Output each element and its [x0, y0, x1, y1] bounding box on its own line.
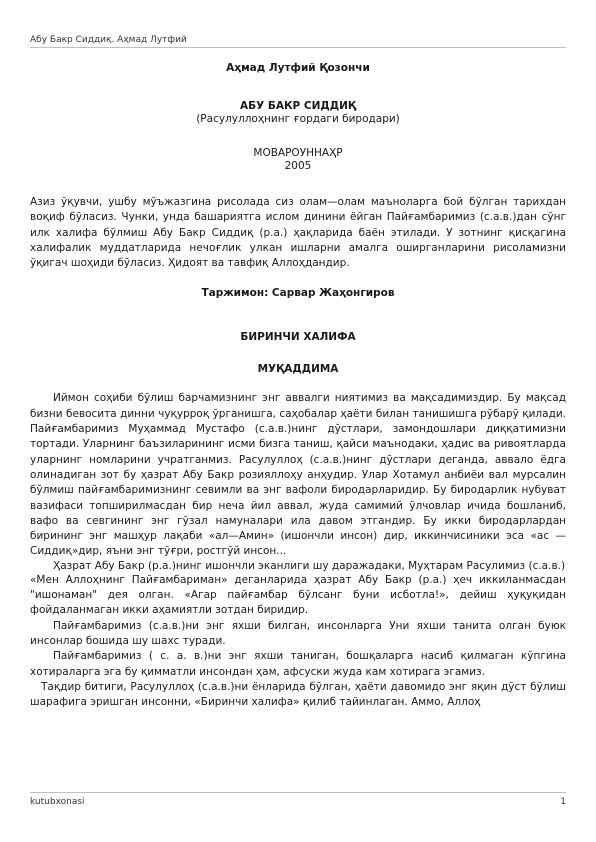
page-body	[30, 62, 566, 710]
book-title: АБУ БАКР СИДДИҚ	[239, 100, 357, 112]
body-paragraph: Ҳазрат Абу Бакр (р.а.)нинг ишончли эканлиги шу даражадаки, Муҳтарам Расулимиз (с.а.в.)	[53, 559, 566, 572]
intro-paragraph: Азиз ўқувчи, ушбу мўъжазгина рисолада сиз олам—олам маъноларга бой бўлган тарихдан воқиф бўласиз. Чунки, унда башариятга ислом динини ёйган Пайғамбаримиз (с.а.в.)дан сўнг илк халифа бўлмиш Абу Бакр Сиддиқ (р.а.) ҳақларида баён этилади. У зотнинг қисқагина халифалик муддатларида нечоғлик улкан ишларни амалга оширганларини рисоламизни ўқигач шоҳиди бўласиз. Ҳидоят ва тавфиқ Аллоҳдандир.	[30, 196, 566, 270]
page-number: 1	[560, 797, 566, 807]
publication-place: МОВАРОУННАҲР	[253, 147, 343, 159]
body-paragraph: Пайғамбаримиз (с.а.в.)ни энг яхши билган, инсонларга Уни яхши танита олган буюк инсонлар бошида шу шахс туради.	[30, 619, 566, 647]
publication-year: 2005	[284, 160, 312, 172]
author-name: Аҳмад Лутфий Қозончи	[226, 62, 370, 74]
section-title: МУҚАДДИМА	[257, 363, 339, 376]
footer-source: kutubxonasi	[30, 797, 85, 807]
translator-credit: Таржимон: Сарвар Жаҳонгиров	[201, 287, 395, 300]
page-footer	[30, 792, 566, 807]
body-paragraph: «Мен Аллоҳнинг Пайғамбариман» деганларида ҳазрат Абу Бакр (р.а.) ҳеч иккиланмасдан "ишонаман" дея олган. «Агар пайғамбар бўлсанг буни исботла!», дейиш ҳуқуқидан фойдаланмаган икки аҳамиятли зотдан биридир.	[30, 573, 566, 617]
body-paragraph: Иймон соҳиби бўлиш барчамизнинг энг аввалги ниятимиз ва мақсадимиздир. Бу мақсад бизни бевосита динни чуқурроқ ўрганишга, саҳобалар ҳаёти билан танишишга рўбарў қилади. Пайғамбаримиз Муҳаммад Мустафо (с.а.в.)нинг дўстлари, замондошлари диққатимизни тортади. Уларнинг баъзиларининг исми бизга таниш, қайси маънодаки, ҳадис ва ривоятларда уларнинг номларини учратганмиз. Расулуллоҳ (с.а.в.)нинг дўстлари деганда, аввало ёдга олинадиган зот бу ҳазрат Абу Бакр розияллоҳу анҳудир. Улар Хотамул анбиёи вал мурсалин бўлмиш пайғамбаримизнинг севимли ва энг вафоли биродарларидир. Бу биродарлик нубуват вазифаси топширилмасдан бир неча йил аввал, жуда самимий ўлчовлар ичида бошланиб, вафо ва севгининг энг гўзал намуналари ила давом этгандир. Бу икки биродарлардан бирининг энг машҳур лақаби «ал—Амин» (ишончли инсон) дир, иккинчисиники эса «ас —Сиддиқ»дир, яъни энг тўғри, ростгўй инсон...	[30, 392, 566, 558]
running-header	[30, 35, 566, 48]
body-paragraph: Тақдир битиги, Расулуллоҳ (с.а.в.)ни ёнларида бўлган, ҳаёти давомидо энг яқин дўст бўлиш шарафига эришган инсонни, «Биринчи халифа» қилиб тайинлаган. Аммо, Аллоҳ	[30, 680, 566, 709]
body-paragraph: Пайғамбаримиз ( с. а. в.)ни энг яхши таниган, бошқаларга насиб қилмаган кўпгина хотираларга эга бу қимматли инсондан ҳам, афсуски жуда кам хотирага эгамиз.	[30, 650, 566, 678]
running-title: Абу Бакр Сиддиқ. Аҳмад Лутфий	[30, 35, 187, 45]
chapter-title: БИРИНЧИ ХАЛИФА	[240, 331, 356, 344]
book-subtitle: (Расулуллоҳнинг ғордаги биродари)	[196, 113, 400, 125]
